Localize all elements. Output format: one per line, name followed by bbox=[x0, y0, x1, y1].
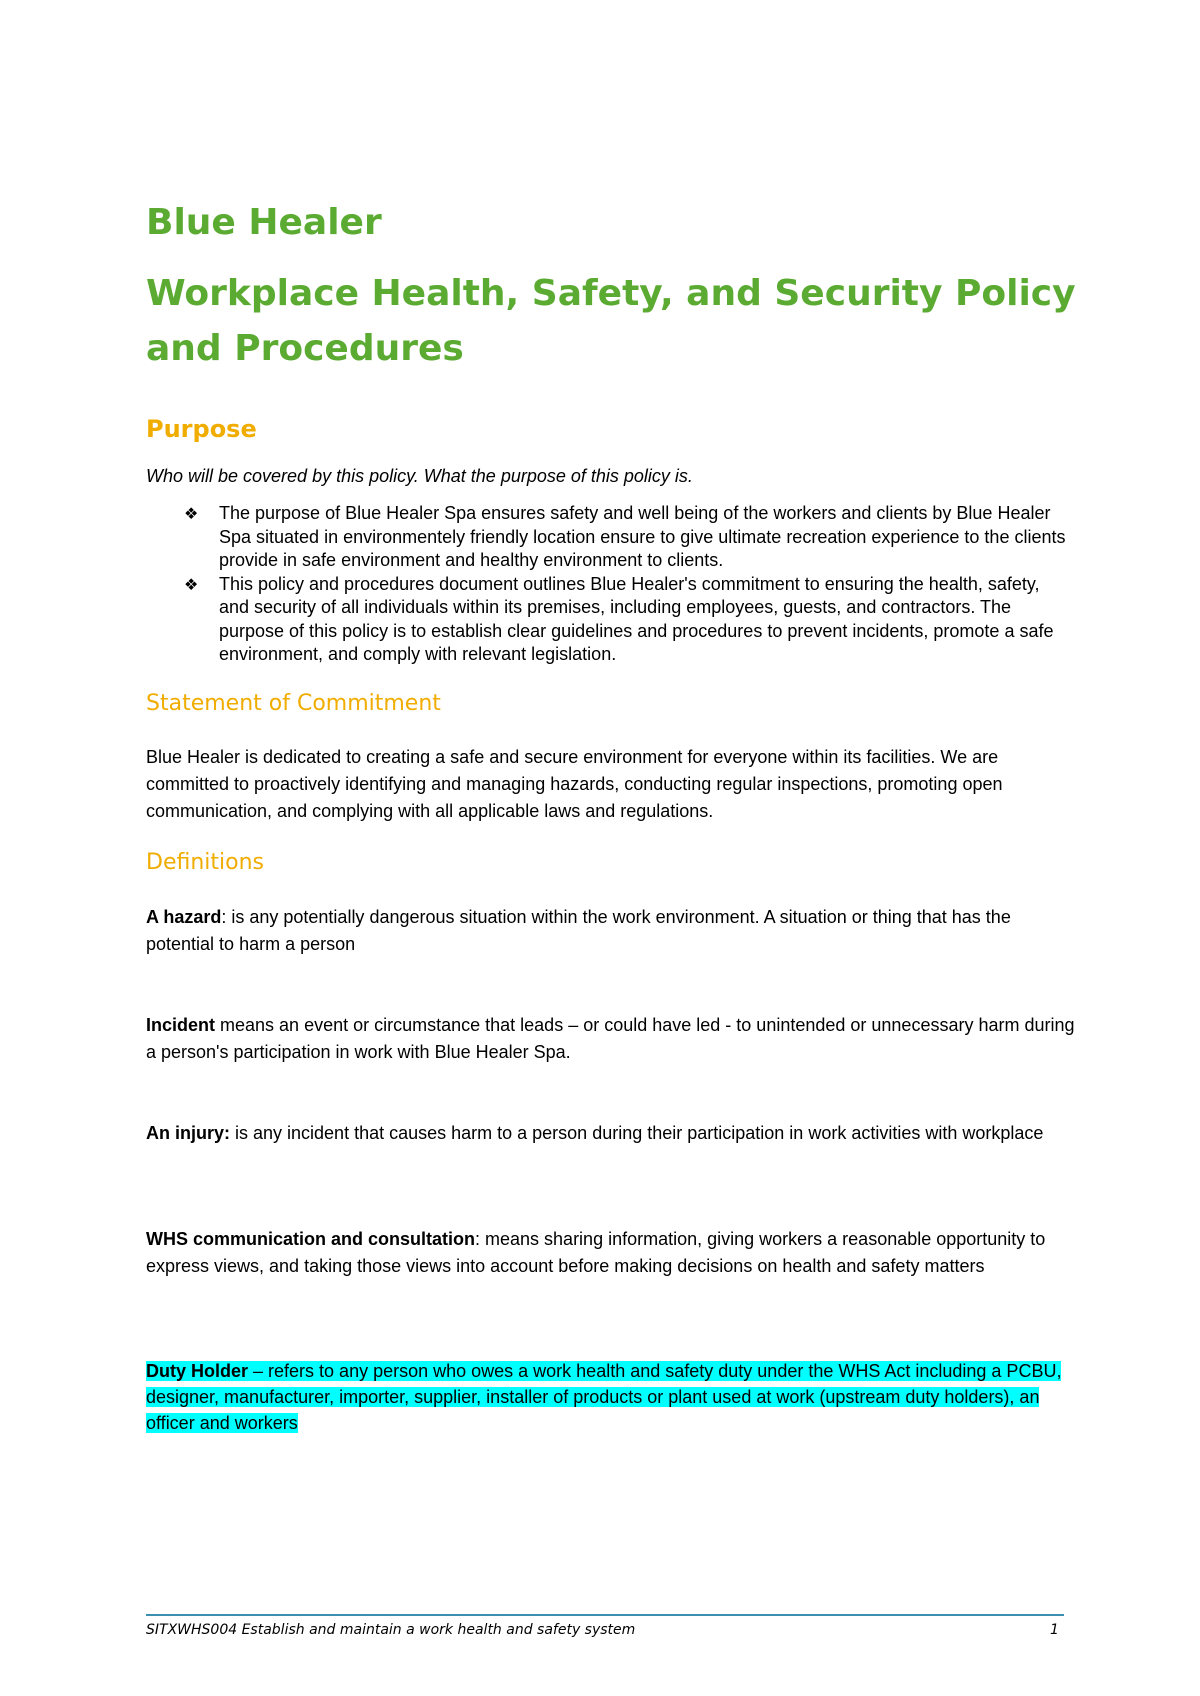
definition-injury bbox=[146, 1120, 1076, 1147]
purpose-bullet-list bbox=[146, 502, 1066, 667]
page-number: 1 bbox=[1050, 1622, 1059, 1638]
definition-text: : means sharing information, giving workers a reasonable opportunity to express views, and taking those views into account before making decisions on health and safety matters bbox=[146, 1229, 1046, 1276]
diamond-bullet-icon: ❖ bbox=[184, 504, 199, 523]
purpose-heading: Purpose bbox=[146, 415, 257, 443]
definitions-heading: Definitions bbox=[146, 850, 264, 875]
definition-whs-communication bbox=[146, 1226, 1076, 1280]
definition-text: : is any potentially dangerous situation within the work environment. A situation or thing that has the potential to harm a person bbox=[146, 907, 1011, 954]
definition-term: A hazard bbox=[146, 907, 222, 927]
highlighted-text bbox=[146, 1361, 1061, 1433]
definition-term: An injury: bbox=[146, 1123, 230, 1143]
definition-text: means an event or circumstance that leads – or could have led - to unintended or unnecessary harm during a person's participation in work with Blue Healer Spa. bbox=[146, 1015, 1075, 1062]
commitment-text: Blue Healer is dedicated to creating a safe and secure environment for everyone within its facilities. We are committed to proactively identifying and managing hazards, conducting regular inspections, promoting open communication, and complying with all applicable laws and regulations. bbox=[146, 747, 1003, 821]
definition-term: WHS communication and consultation bbox=[146, 1229, 476, 1249]
definition-term: Incident bbox=[146, 1015, 216, 1035]
bullet-text: The purpose of Blue Healer Spa ensures safety and well being of the workers and clients by Blue Healer Spa situated in environmentely friendly location ensure to give ultimate recreation experience to the clients provide in safe environment and healthy environment to clients. bbox=[219, 503, 1066, 570]
diamond-bullet-icon: ❖ bbox=[184, 574, 199, 594]
org-title: Blue Healer bbox=[146, 202, 382, 243]
definition-hazard bbox=[146, 904, 1076, 958]
list-item bbox=[146, 573, 1066, 667]
definition-duty-holder bbox=[146, 1358, 1076, 1436]
document-title: Workplace Health, Safety, and Security Policy and Procedures bbox=[146, 273, 1076, 369]
footer-divider bbox=[146, 1614, 1064, 1616]
bullet-text: This policy and procedures document outlines Blue Healer's commitment to ensuring the health, safety, and security of all individuals within its premises, including employees, guests, and contractors. The purpose of this policy is to establish clear guidelines and procedures to prevent incidents, promote a safe environment, and comply with relevant legislation. bbox=[219, 573, 1054, 664]
definition-term: Duty Holder bbox=[146, 1361, 249, 1381]
list-item bbox=[146, 502, 1066, 573]
definition-incident bbox=[146, 1012, 1076, 1066]
commitment-heading: Statement of Commitment bbox=[146, 691, 441, 716]
footer-course-title: SITXWHS004 Establish and maintain a work health and safety system bbox=[146, 1622, 636, 1638]
definition-text: is any incident that causes harm to a person during their participation in work activities with workplace bbox=[230, 1123, 1044, 1143]
purpose-intro: Who will be covered by this policy. What the purpose of this policy is. bbox=[146, 466, 693, 486]
definition-text: – refers to any person who owes a work health and safety duty under the WHS Act including a PCBU, designer, manufacturer, importer, supplier, installer of products or plant used at work (upstream duty holders), an officer and workers bbox=[146, 1361, 1062, 1433]
